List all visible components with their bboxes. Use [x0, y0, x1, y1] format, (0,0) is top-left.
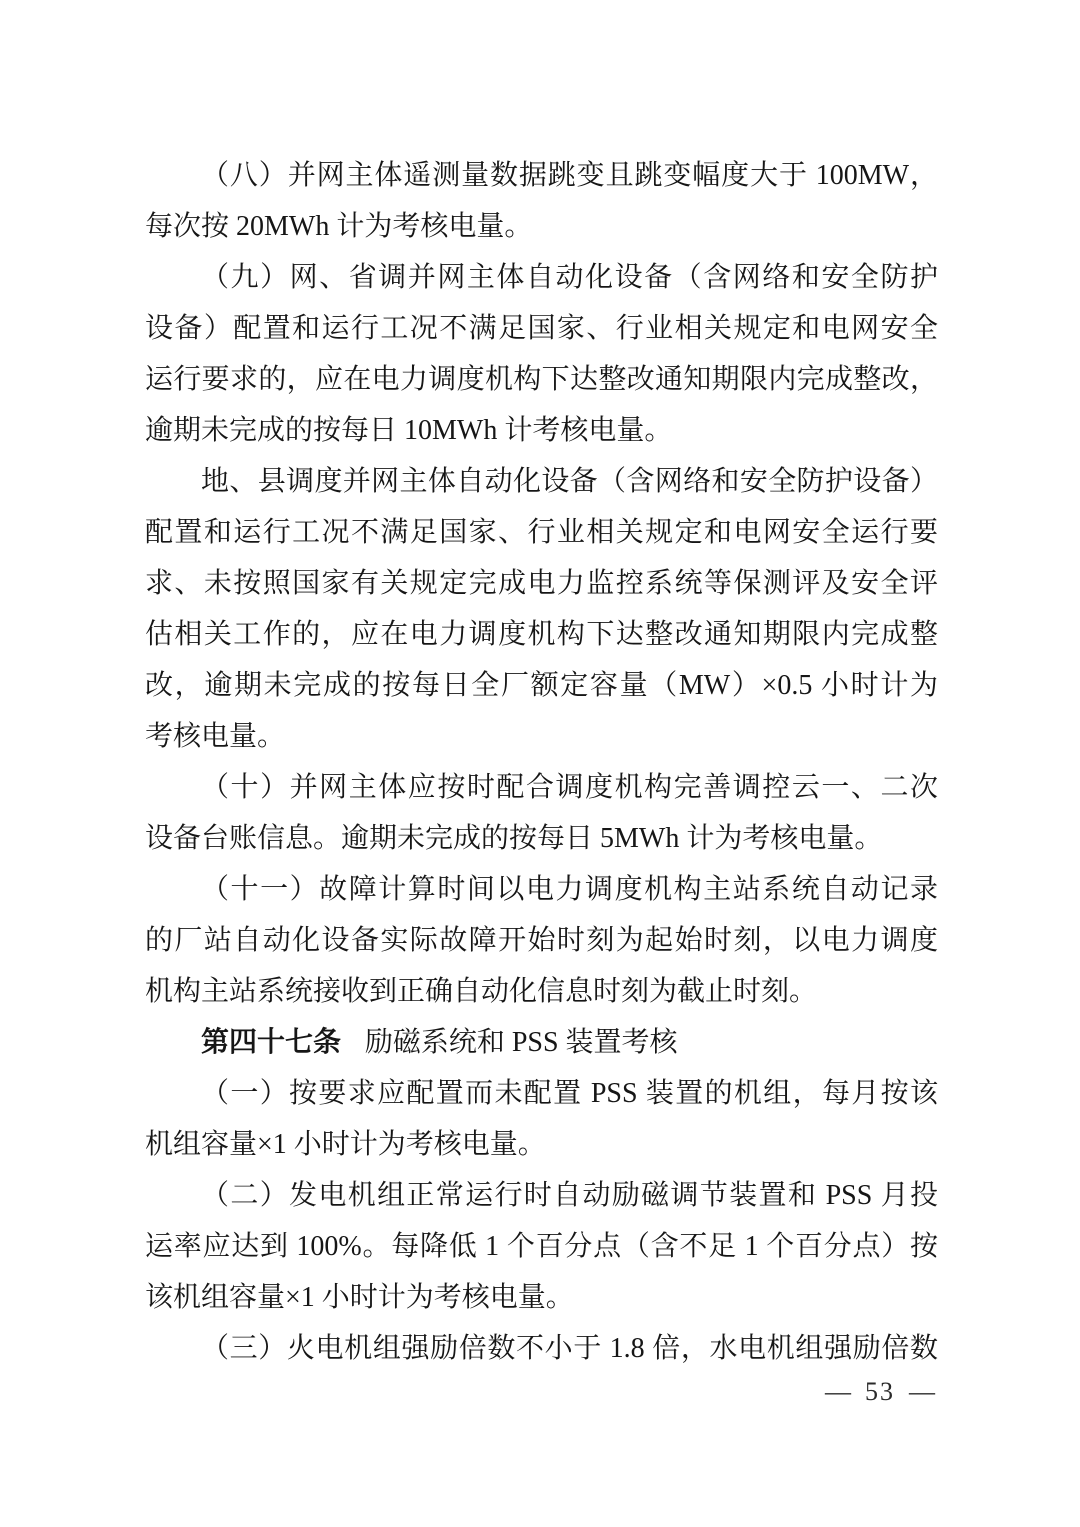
paragraph [145, 762, 938, 864]
article-number: 第四十七条 [201, 1027, 342, 1058]
text-line: 运率应达到 100%。每降低 1 个百分点（含不足 1 个百分点）按 [145, 1231, 938, 1262]
text-line: 改，逾期未完成的按每日全厂额定容量（MW）×0.5 小时计为 [145, 670, 938, 701]
paragraph [145, 1323, 938, 1374]
text-line: 设备）配置和运行工况不满足国家、行业相关规定和电网安全 [145, 313, 938, 344]
text-line: 每次按 20MWh 计为考核电量。 [145, 211, 533, 242]
footer-dash-right: — [909, 1377, 935, 1406]
paragraph [145, 150, 938, 252]
text-line: 的厂站自动化设备实际故障开始时刻为起始时刻，以电力调度 [145, 925, 938, 956]
text-line: 配置和运行工况不满足国家、行业相关规定和电网安全运行要 [145, 517, 938, 548]
text-line: （十）并网主体应按时配合调度机构完善调控云一、二次 [201, 772, 938, 803]
article-heading [145, 1017, 938, 1068]
article-title: 励磁系统和 PSS 装置考核 [364, 1027, 678, 1058]
text-line: （九）网、省调并网主体自动化设备（含网络和安全防护 [201, 262, 938, 293]
text-line: （八）并网主体遥测量数据跳变且跳变幅度大于 100MW， [201, 160, 938, 191]
text-line [145, 1017, 938, 1068]
page-number: 53 [865, 1377, 895, 1406]
text-line: 机构主站系统接收到正确自动化信息时刻为截止时刻。 [145, 976, 818, 1007]
text-line: （一）按要求应配置而未配置 PSS 装置的机组，每月按该 [201, 1078, 938, 1109]
paragraph [145, 252, 938, 456]
text-line: 该机组容量×1 小时计为考核电量。 [145, 1282, 574, 1313]
text-line: 地、县调度并网主体自动化设备（含网络和安全防护设备） [201, 466, 938, 497]
text-line: （十一）故障计算时间以电力调度机构主站系统自动记录 [201, 874, 938, 905]
paragraph [145, 456, 938, 762]
text-line: 估相关工作的，应在电力调度机构下达整改通知期限内完成整 [145, 619, 938, 650]
text-line: （三）火电机组强励倍数不小于 1.8 倍，水电机组强励倍数 [201, 1333, 938, 1364]
text-line: 机组容量×1 小时计为考核电量。 [145, 1129, 546, 1160]
text-line: 设备台账信息。逾期未完成的按每日 5MWh 计为考核电量。 [145, 823, 883, 854]
paragraph [145, 1068, 938, 1170]
document-body [145, 150, 938, 1374]
text-line: 运行要求的，应在电力调度机构下达整改通知期限内完成整改， [145, 364, 938, 395]
text-line: 考核电量。 [145, 721, 286, 752]
paragraph [145, 1170, 938, 1323]
text-line: 求、未按照国家有关规定完成电力监控系统等保测评及安全评 [145, 568, 938, 599]
footer-dash-left: — [825, 1377, 851, 1406]
paragraph [145, 864, 938, 1017]
text-line: 逾期未完成的按每日 10MWh 计考核电量。 [145, 415, 673, 446]
page-footer [825, 1372, 935, 1412]
text-line: （二）发电机组正常运行时自动励磁调节装置和 PSS 月投 [201, 1180, 938, 1211]
